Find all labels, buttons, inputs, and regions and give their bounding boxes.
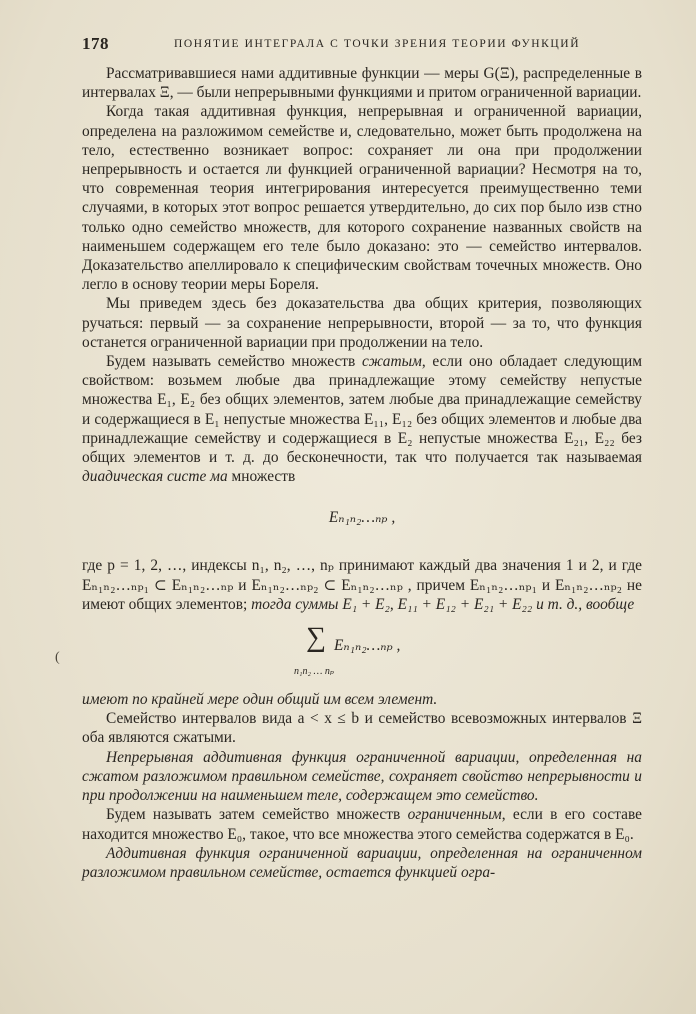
sum-term: Eₙ₁ₙ₂…ₙₚ ,	[334, 637, 401, 655]
text-run: Будем называть затем семейство множеств	[106, 806, 408, 824]
page-number: 178	[82, 34, 109, 53]
text-run: Будем называть семейство множеств	[106, 353, 363, 371]
formula-dyadic-system: Eₙ₁ₙ₂…ₙₚ ,	[328, 509, 396, 527]
italic-term: сжатым	[362, 353, 422, 371]
sigma-symbol: ∑	[306, 622, 326, 654]
paragraph-bounded-definition	[82, 805, 642, 843]
formula-sum	[82, 622, 642, 680]
theorem-continuity: Непрерывная аддитивная функция ограниченной вариации, определенная на сжатом разложимом правильном семействе, сохраняет свойство непрерывности и при продолжении на наименьшем теле, содержащем это семейство.	[82, 748, 642, 805]
paragraph-compact-definition	[82, 352, 642, 486]
paragraph: Мы приведем здесь без доказательства два общих критерия, позволяющих ручаться: первый — за сохранение непрерывности, второй — за то, что функция останется ограниченной вариации при продолжении на тело.	[82, 295, 642, 351]
text-run: , если оно обладает следующим свойством: возьмем любые два принадлежащие этому семейству непустые множества E₁, E₂ без общих элементов, затем любые два принадлежащие семейству и содержащиеся в E₁ непустые множества E₁₁, E₁₂ без общих элементов и любые два принадлежащие семейству и содержащиеся в E₂ непустые множества E₂₁, E₂₂ без общих элементов и т. д. до бесконечности, так что получается так называемая	[82, 353, 642, 467]
text-run: где p = 1, 2, …, индексы n₁, n₂, …, nₚ принимают каждый два значения 1 и 2, и где Eₙ₁ₙ₂…ₙₚ₁ ⊂ Eₙ₁ₙ₂…ₙₚ и Eₙ₁ₙ₂…ₙₚ₂ ⊂ Eₙ₁ₙ₂…ₙₚ , причем Eₙ₁ₙ₂…ₙₚ₁ и Eₙ₁ₙ₂…ₙₚ₂ не имеют общих элементов;	[82, 557, 642, 613]
italic-term: ограниченным	[407, 806, 502, 824]
sum-block	[262, 622, 462, 680]
italic-term: диадическая систе ма	[82, 468, 228, 486]
text-run: множеств	[227, 468, 296, 486]
paragraph: Семейство интервалов вида a < x ≤ b и семейство всевозможных интервалов Ξ оба являются сжатыми.	[82, 710, 642, 747]
page-header	[82, 34, 648, 58]
sum-index: n₁n₂ … nₚ	[294, 666, 334, 678]
italic-term: тогда суммы E₁ + E₂, E₁₁ + E₁₂ + E₂₁ + E₂₂ и т. д., вообще	[251, 595, 635, 613]
theorem-bounded-variation: Аддитивная функция ограниченной вариации, определенная на ограниченном разложимом правильном семействе, остается функцией огра-	[82, 844, 642, 881]
paragraph-indices	[82, 556, 642, 614]
paragraph: Когда такая аддитивная функция, непрерывная и ограниченной вариации, определена на разложимом семействе и, следовательно, может быть продолжена на тело, естественно возникает вопрос: сохраняет ли она при продолжении непрерывность и остается ли функцией ограниченной вариации? Несмотря на то, что современная теория интегрирования интересуется преимущественно теми случаями, в которых этот вопрос решается утвердительно, до сих пор было изв стно только одно семейство множеств, для которого сохранение названных свойств на наименьшем содержащем его теле было доказано: это — семейство интервалов. Доказательство апеллировало к специфическим свойствам точечных множеств. Оно легло в основу теории меры Бореля.	[82, 103, 642, 294]
text-run: , если в его составе находится множество E₀, такое, что все множества этого семейства содержатся в E₀.	[82, 806, 643, 843]
running-head: ПОНЯТИЕ ИНТЕГРАЛА С ТОЧКИ ЗРЕНИЯ ТЕОРИИ ФУНКЦИЙ	[174, 38, 581, 50]
paragraph-common-element: имеют по крайней мере один общий им всем элемент.	[82, 691, 438, 709]
page-body	[82, 64, 642, 882]
margin-mark: (	[55, 650, 60, 665]
paragraph: Рассматривавшиеся нами аддитивные функции — меры G(Ξ), распределенные в интервалах Ξ, — были непрерывными функциями и притом ограниченной вариации.	[82, 65, 642, 102]
